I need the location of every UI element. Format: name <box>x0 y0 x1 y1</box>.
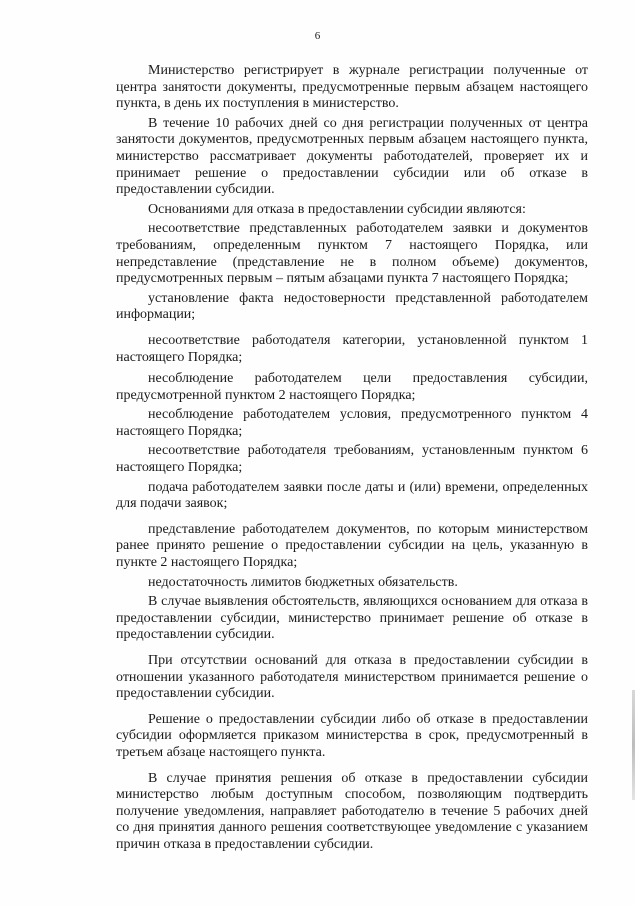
paragraph-refusal-grounds-intro: Основаниями для отказа в предоставлении субсидии являются: <box>148 201 526 217</box>
paragraph-registration: Министерство регистрирует в журнале регистрации полученные от центра занятости документы, предусмотренные первым абзацем настоящего пункта, в день их поступления в министерство. <box>116 63 588 112</box>
list-item: несоответствие работодателя требованиям, установленным пунктом 6 настоящего Порядка; <box>116 443 588 476</box>
list-item: несоответствие работодателя категории, установленной пунктом 1 настоящего Порядка; <box>116 332 588 365</box>
paragraph-grant-decision: При отсутствии оснований для отказа в предоставлении субсидии в отношении указанного работодателя министерством принимается решение о предоставлении субсидии. <box>116 653 588 702</box>
paragraph-notification: В случае принятия решения об отказе в предоставлении субсидии министерство любым доступным способом, позволяющим подтвердить получение уведомления, направляет работодателю в течение 5 рабочих дней со дня принятия данного решения соответствующее уведомление с указанием причин отказа в предоставлении субсидии. <box>116 770 588 852</box>
document-body <box>116 63 588 857</box>
list-item: подача работодателем заявки после даты и (или) времени, определенных для подачи заявок; <box>116 479 588 512</box>
list-item: несоблюдение работодателем цели предоставления субсидии, предусмотренной пунктом 2 настоящего Порядка; <box>116 371 588 403</box>
list-item: недостаточность лимитов бюджетных обязательств. <box>148 574 458 590</box>
page-number: 6 <box>314 30 321 42</box>
list-item: представление работодателем документов, по которым министерством ранее принято решение о предоставлении субсидии на цель, указанную в пункте 2 настоящего Порядка; <box>116 521 588 571</box>
list-item: установление факта недостоверности представленной работодателем информации; <box>116 290 588 323</box>
list-item: несоответствие представленных работодателем заявки и документов требованиям, определенным пунктом 7 настоящего Порядка, или непредставление (представление не в полном объеме) документов, предусмотренных первым – пятым абзацами пункта 7 настоящего Порядка; <box>116 221 588 287</box>
paragraph-order: Решение о предоставлении субсидии либо об отказе в предоставлении субсидии оформляется приказом министерства в срок, предусмотренный в третьем абзаце настоящего пункта. <box>116 711 588 760</box>
paragraph-review-term: В течение 10 рабочих дней со дня регистрации полученных от центра занятости документов, предусмотренных первым абзацем настоящего пункта, министерство рассматривает документы работодателей, проверяет их и принимает решение о предоставлении субсидии или об отказе в предоставлении субсидии. <box>116 115 588 198</box>
list-item: несоблюдение работодателем условия, предусмотренного пунктом 4 настоящего Порядка; <box>116 407 588 439</box>
paragraph-refusal-decision: В случае выявления обстоятельств, являющихся основанием для отказа в предоставлении субсидии, министерство принимает решение об отказе в предоставлении субсидии. <box>116 594 588 643</box>
